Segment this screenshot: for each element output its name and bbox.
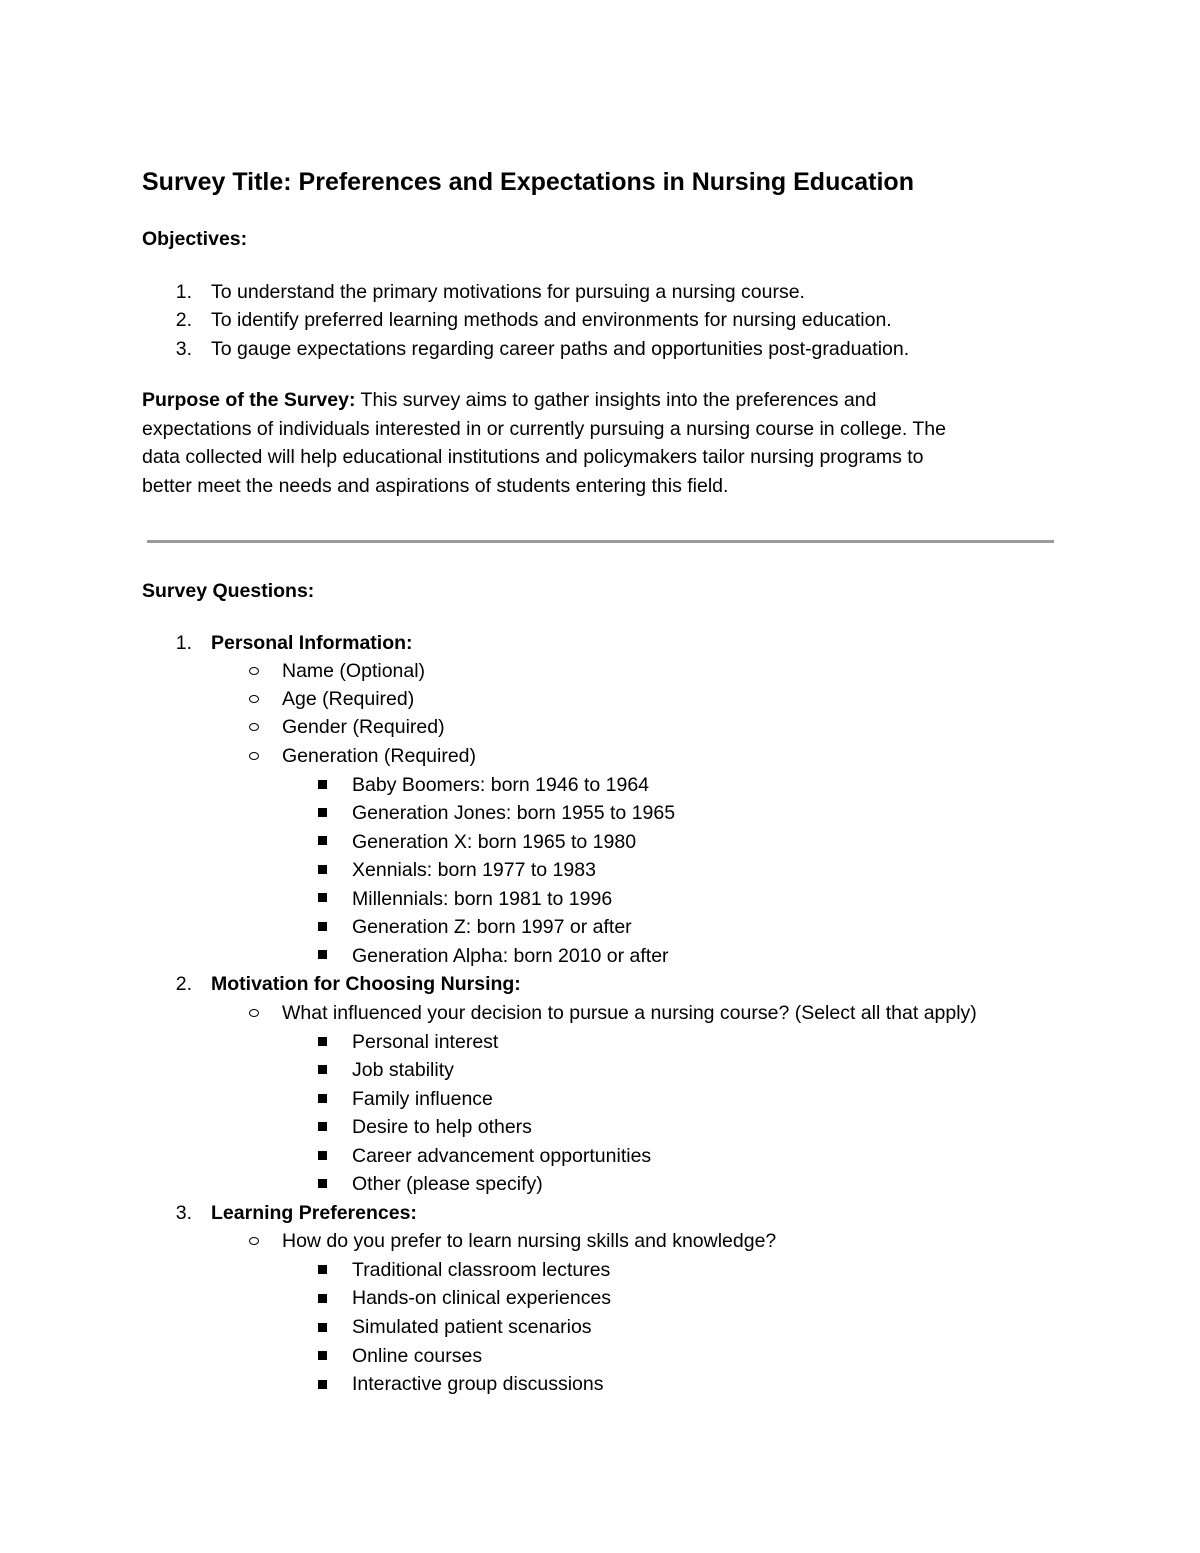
square-bullet-icon [318,1065,327,1074]
sub-list-item: Job stability [352,1059,454,1081]
purpose-line [142,386,1072,415]
sub-list-item: Traditional classroom lectures [352,1259,611,1281]
objective-item: To understand the primary motivations for pursuing a nursing course. [211,281,805,303]
sub-list-item: Desire to help others [352,1116,532,1138]
square-bullet-icon [318,1094,327,1103]
objective-number: 1. [175,281,192,303]
objective-number: 2. [175,309,192,331]
square-bullet-icon [318,836,327,845]
objective-number: 3. [175,338,192,360]
horizontal-divider [147,540,1054,543]
section-number: 3. [175,1202,192,1224]
circle-bullet-icon [249,1009,259,1017]
purpose-text: This survey aims to gather insights into the preferences and [355,389,877,411]
section-title: Personal Information: [211,632,413,654]
objective-item: To identify preferred learning methods and environments for nursing education. [211,309,892,331]
square-bullet-icon [318,865,327,874]
section-title: Learning Preferences: [211,1202,417,1224]
sub-list-item: Baby Boomers: born 1946 to 1964 [352,774,650,796]
list-item: What influenced your decision to pursue a nursing course? (Select all that apply) [282,1002,977,1024]
square-bullet-icon [318,780,327,789]
objective-item: To gauge expectations regarding career paths and opportunities post-graduation. [211,338,910,360]
section-number: 1. [175,632,192,654]
circle-bullet-icon [249,752,259,760]
sub-list-item: Millennials: born 1981 to 1996 [352,888,613,910]
sub-list-item: Online courses [352,1345,483,1367]
square-bullet-icon [318,1037,327,1046]
square-bullet-icon [318,1151,327,1160]
sub-list-item: Personal interest [352,1031,499,1053]
square-bullet-icon [318,808,327,817]
sub-list-item: Generation Z: born 1997 or after [352,916,632,938]
square-bullet-icon [318,1351,327,1360]
sub-list-item: Generation X: born 1965 to 1980 [352,831,637,853]
square-bullet-icon [318,1323,327,1332]
square-bullet-icon [318,1265,327,1274]
square-bullet-icon [318,1122,327,1131]
list-item: How do you prefer to learn nursing skills and knowledge? [282,1230,777,1252]
square-bullet-icon [318,922,327,931]
objectives-heading: Objectives: [142,228,248,250]
square-bullet-icon [318,893,327,902]
purpose-line: better meet the needs and aspirations of students entering this field. [142,474,729,497]
square-bullet-icon [318,950,327,959]
sub-list-item: Family influence [352,1088,493,1110]
list-item: Age (Required) [282,688,415,710]
circle-bullet-icon [249,723,259,731]
survey-questions-heading: Survey Questions: [142,580,315,602]
sub-list-item: Generation Alpha: born 2010 or after [352,945,669,967]
circle-bullet-icon [249,667,259,675]
sub-list-item: Career advancement opportunities [352,1145,652,1167]
sub-list-item: Simulated patient scenarios [352,1316,592,1338]
section-number: 2. [175,973,192,995]
sub-list-item: Other (please specify) [352,1173,543,1195]
square-bullet-icon [318,1380,327,1389]
square-bullet-icon [318,1294,327,1303]
list-item: Generation (Required) [282,745,477,767]
sub-list-item: Generation Jones: born 1955 to 1965 [352,802,676,824]
list-item: Gender (Required) [282,716,445,738]
sub-list-item: Interactive group discussions [352,1373,604,1395]
square-bullet-icon [318,1179,327,1188]
purpose-paragraph [142,386,1072,500]
list-item: Name (Optional) [282,660,426,682]
purpose-line: expectations of individuals interested in or currently pursuing a nursing course in college. The [142,417,946,440]
survey-title: Survey Title: Preferences and Expectations in Nursing Education [142,168,914,196]
section-title: Motivation for Choosing Nursing: [211,973,521,995]
circle-bullet-icon [249,695,259,703]
purpose-line: data collected will help educational institutions and policymakers tailor nursing programs to [142,446,924,469]
purpose-label: Purpose of the Survey: [142,389,356,411]
sub-list-item: Xennials: born 1977 to 1983 [352,859,596,881]
sub-list-item: Hands-on clinical experiences [352,1287,612,1309]
circle-bullet-icon [249,1237,259,1245]
